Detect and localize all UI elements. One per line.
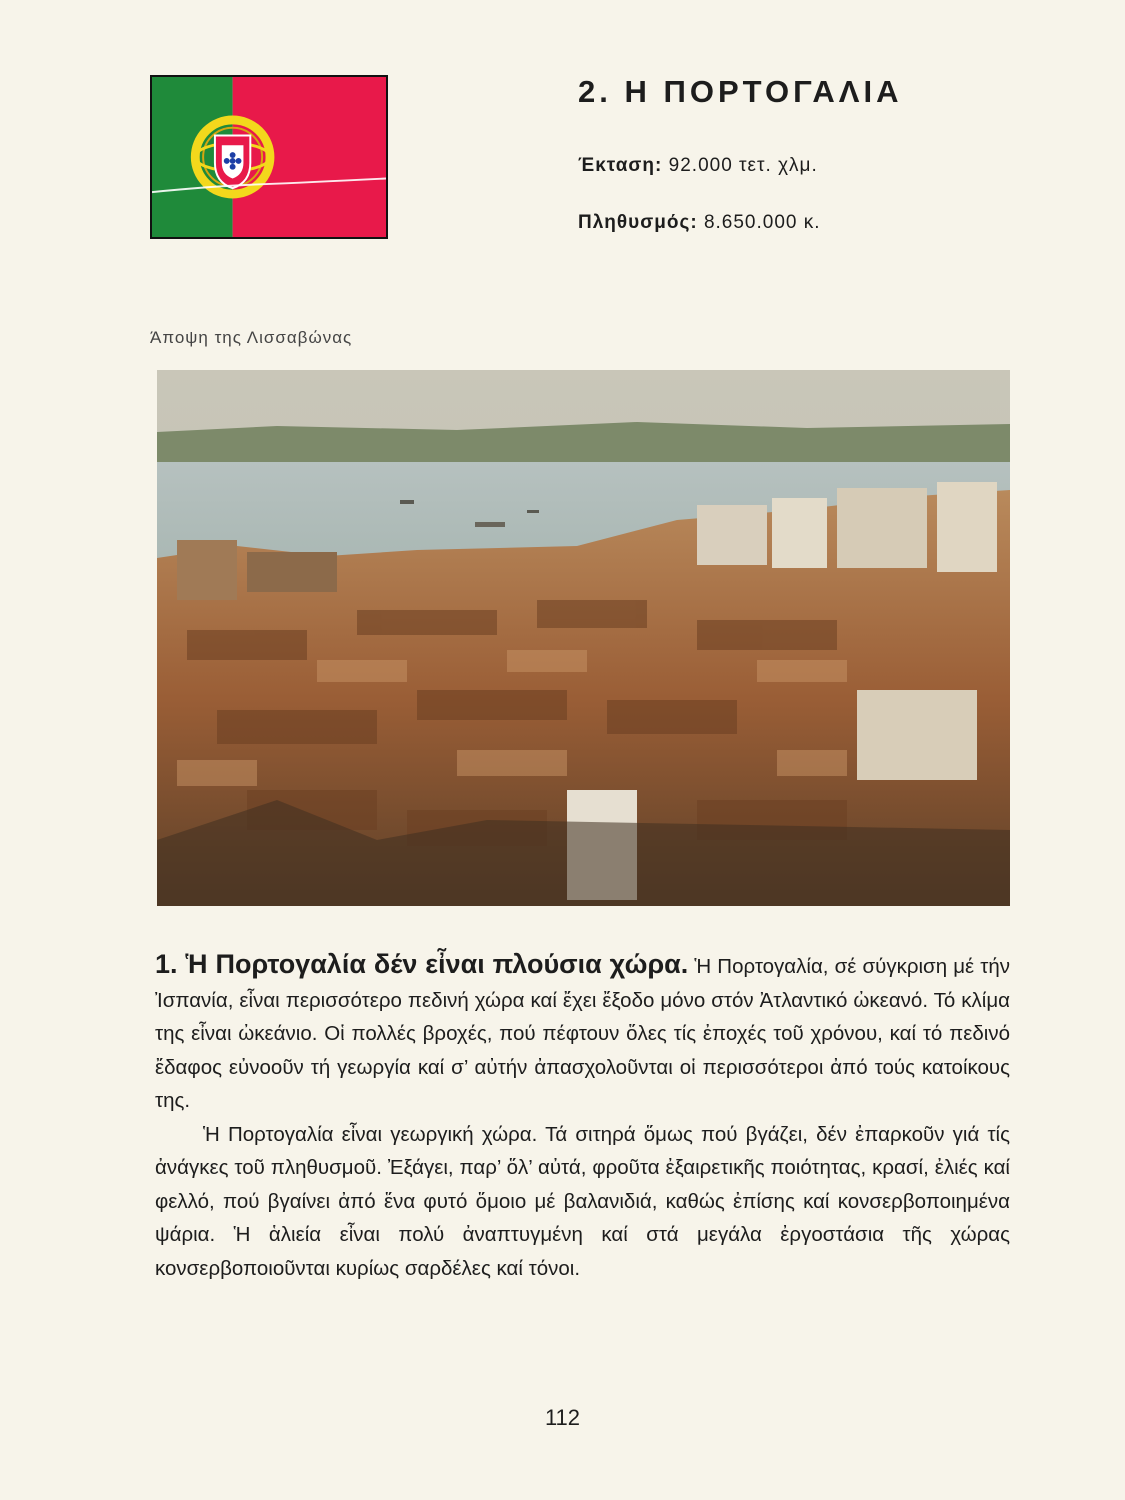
area-stat: [578, 155, 818, 177]
area-label: Έκταση:: [578, 155, 663, 176]
population-stat: [578, 212, 821, 234]
paragraph-1: [155, 948, 1010, 1118]
area-value: 92.000 τετ. χλμ.: [668, 155, 818, 176]
page-number: 112: [544, 1405, 581, 1430]
population-value: 8.650.000 κ.: [703, 212, 821, 233]
paragraph-2: Ἡ Πορτογαλία εἶναι γεωργική χώρα. Τά σιτηρά ὅμως πού βγάζει, δέν ἐπαρκοῦν γιά τίς ἀνάγκες τοῦ πληθυσμοῦ. Ἐξάγει, παρ’ ὅλ’ αὐτά, φροῦτα ἐξαιρετικῆς ποιότητας, κρασί, ἐλιές καί φελλό, πού βγαίνει ἀπό ἕνα φυτό ὅμοιο μέ βαλανιδιά, καθώς ἐπίσης καί κονσερβοποιημένα ψάρια. Ἡ ἁλιεία εἶναι πολύ ἀναπτυγμένη καί στά μεγάλα ἐργοστάσια τῆς χώρας κονσερβοποιοῦνται κυρίως σαρδέλες καί τόνοι.: [155, 1122, 1010, 1280]
section-body: [155, 948, 1010, 1285]
portugal-flag-icon: [150, 75, 388, 239]
paragraph-1-text: Ἡ Πορτογαλία, σέ σύγκριση μέ τήν Ἰσπανία, εἶναι περισσότερο πεδινή χώρα καί ἔχει ἔξοδο μόνο στόν Ἀτλαντικό ὠκεανό. Τό κλίμα της εἶναι ὠκεάνιο. Οἱ πολλές βροχές, πού πέφτουν ὅλες τίς ἐποχές τοῦ χρόνου, καί τό πεδινό ἔδαφος εὐνοοῦν τή γεωργία καί σ’ αὐτήν ἀπασχολοῦνται οἱ περισσότεροι ἀπό τούς κατοίκους της.: [155, 955, 1010, 1112]
country-title: 2. Η ΠΟΡΤΟΓΑΛΙΑ: [578, 74, 903, 109]
lisbon-cityscape-photo: [157, 370, 1010, 906]
photo-caption: Άποψη της Λισσαβώνας: [150, 328, 353, 347]
section-heading: 1. Ἡ Πορτογαλία δέν εἶναι πλούσια χώρα.: [155, 949, 689, 979]
population-label: Πληθυσμός:: [578, 212, 698, 233]
